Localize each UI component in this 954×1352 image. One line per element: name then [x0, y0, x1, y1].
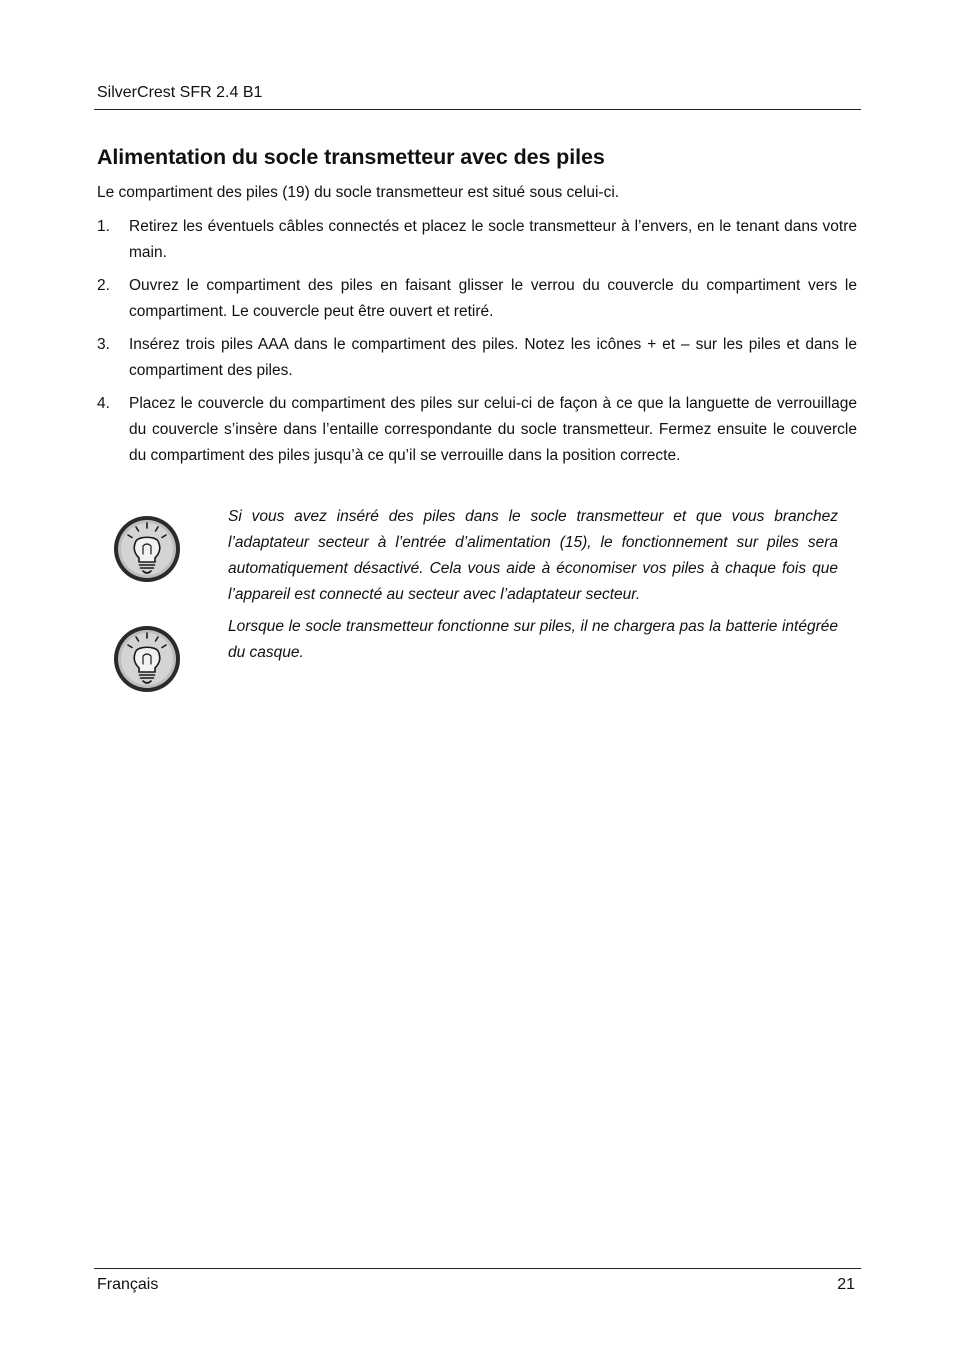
lightbulb-tip-icon	[112, 624, 182, 694]
step-number: 2.	[97, 277, 110, 294]
step-text: Insérez trois piles AAA dans le compartiment des piles. Notez les icônes + et – sur les piles et dans le compartiment des piles.	[129, 336, 857, 379]
tip-text: Si vous avez inséré des piles dans le socle transmetteur et que vous branchez l’adaptateur secteur à l’entrée d’alimentation (15), le fonctionnement sur piles sera automatiquement désactivé. Cela vous aide à économiser vos piles à chaque fois que l’appareil est connecté au secteur avec l’adaptateur secteur.	[228, 508, 838, 603]
header-divider	[94, 109, 861, 110]
steps-list	[97, 214, 857, 476]
section-title: Alimentation du socle transmetteur avec des piles	[97, 145, 605, 169]
step-item	[97, 273, 857, 325]
step-item	[97, 332, 857, 384]
lightbulb-tip-icon	[112, 514, 182, 584]
step-text: Retirez les éventuels câbles connectés et placez le socle transmetteur à l’envers, en le tenant dans votre main.	[129, 218, 857, 261]
section-intro: Le compartiment des piles (19) du socle transmetteur est situé sous celui-ci.	[97, 184, 620, 201]
step-number: 1.	[97, 218, 110, 235]
step-item	[97, 214, 857, 266]
step-number: 3.	[97, 336, 110, 353]
footer-language: Français	[97, 1276, 159, 1293]
footer-divider	[94, 1268, 861, 1269]
step-text: Placez le couvercle du compartiment des piles sur celui-ci de façon à ce que la languette de verrouillage du couvercle s’insère dans l’entaille correspondante du socle transmetteur. Fermez ensuite le couvercle du compartiment des piles jusqu’à ce qu’il se verrouille dans la position correcte.	[129, 395, 857, 464]
step-number: 4.	[97, 395, 110, 412]
header-title: SilverCrest SFR 2.4 B1	[97, 84, 263, 101]
page-number: 21	[837, 1276, 855, 1293]
step-text: Ouvrez le compartiment des piles en faisant glisser le verrou du couvercle du compartiment vers le compartiment. Le couvercle peut être ouvert et retiré.	[129, 277, 857, 320]
step-item	[97, 391, 857, 469]
tip-text: Lorsque le socle transmetteur fonctionne sur piles, il ne chargera pas la batterie intégrée du casque.	[228, 618, 838, 661]
